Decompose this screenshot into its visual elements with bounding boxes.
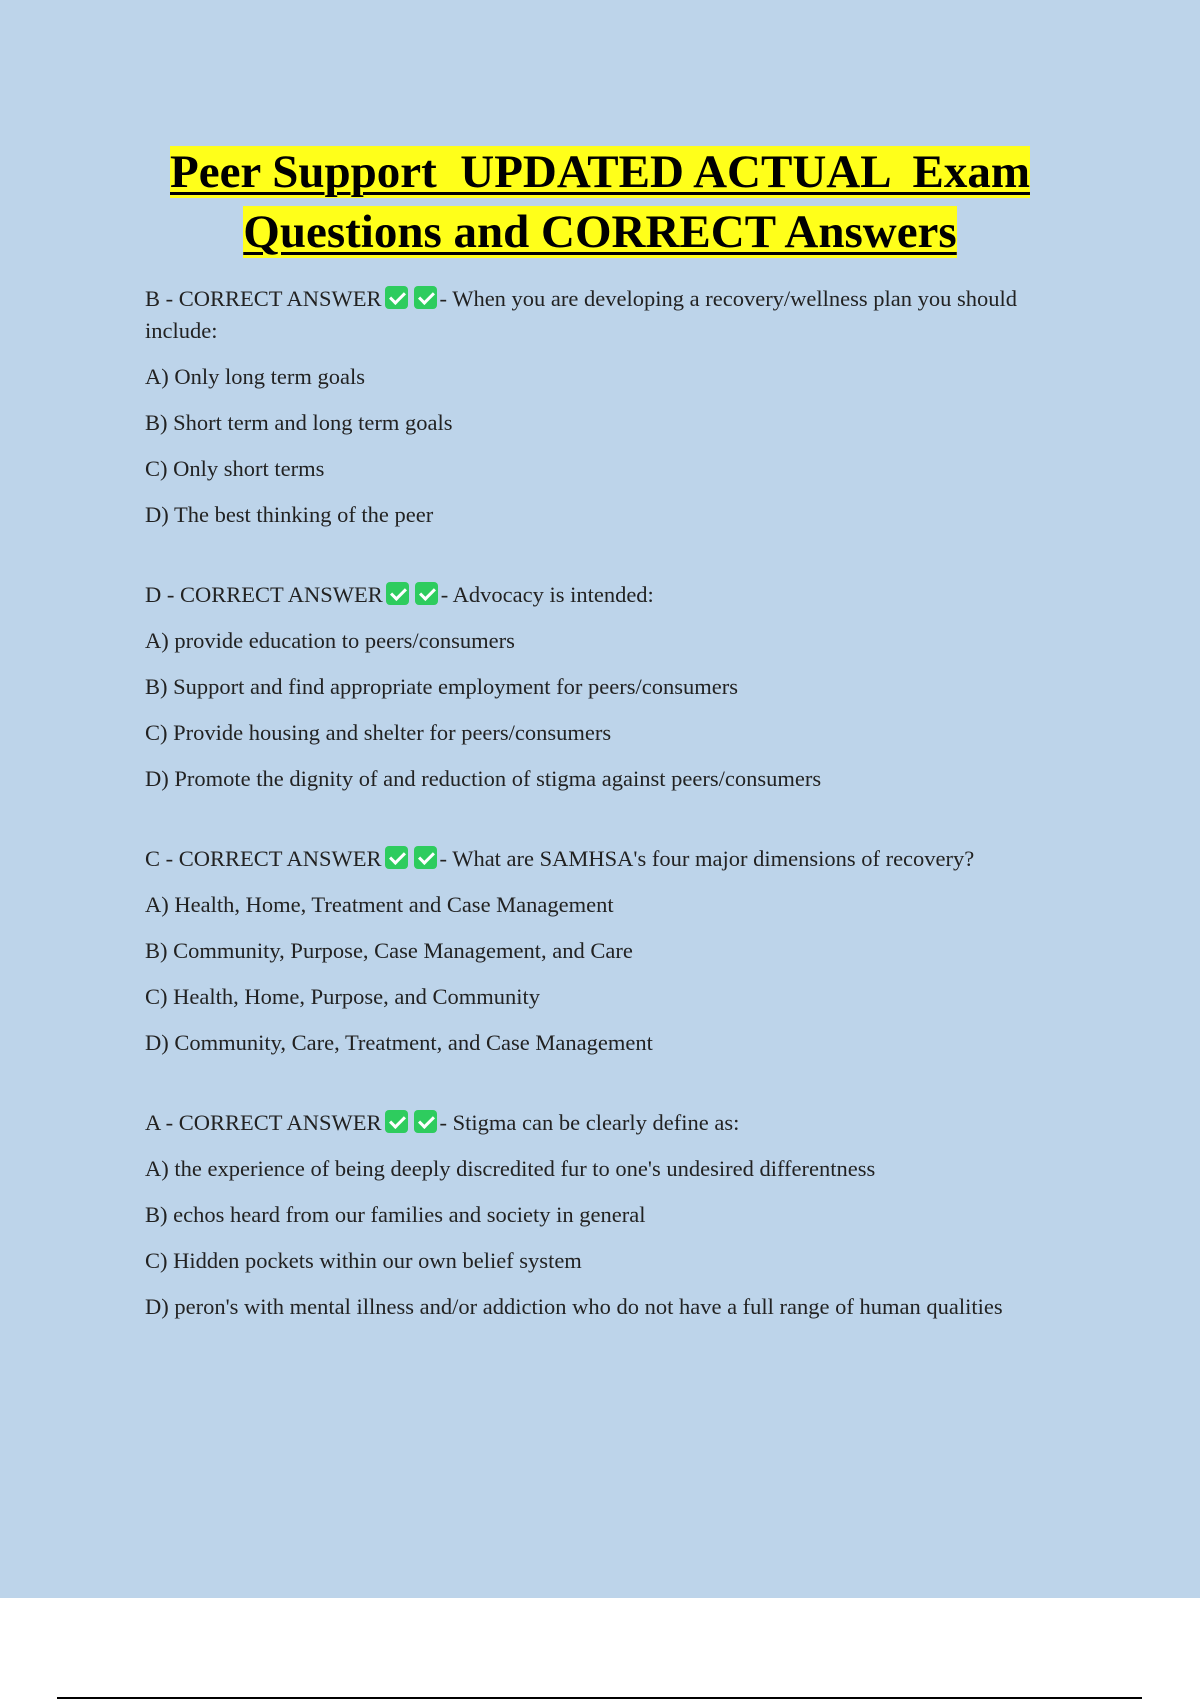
answer-option-a: A) the experience of being deeply discredited fur to one's undesired differentness	[145, 1156, 876, 1181]
question-item-3	[145, 843, 1075, 1059]
answer-option-d: D) The best thinking of the peer	[145, 502, 434, 527]
answer-option-d: D) peron's with mental illness and/or addiction who do not have a full range of human qualities	[145, 1294, 1003, 1319]
question-text: - What are SAMHSA's four major dimensions of recovery?	[439, 846, 975, 871]
answer-option-a: A) Only long term goals	[145, 364, 365, 389]
check-mark-icon	[414, 1110, 437, 1133]
check-mark-icon	[415, 582, 438, 605]
questions-list	[145, 283, 1075, 1371]
footer-divider	[57, 1697, 1142, 1699]
answer-option-b: B) Support and find appropriate employment for peers/consumers	[145, 674, 738, 699]
question-heading	[145, 1107, 1075, 1139]
answer-label: D - CORRECT ANSWER	[145, 582, 383, 607]
check-mark-icon	[386, 582, 409, 605]
check-mark-icon	[385, 846, 408, 869]
check-mark-icon	[414, 286, 437, 309]
title-line-1-text: Peer Support UPDATED ACTUAL Exam	[170, 146, 1030, 198]
question-text: - Stigma can be clearly define as:	[439, 1110, 740, 1135]
question-heading	[145, 843, 1075, 875]
question-item-2	[145, 579, 1075, 795]
question-text: - Advocacy is intended:	[440, 582, 654, 607]
answer-option-b: B) Short term and long term goals	[145, 410, 453, 435]
answer-option-b: B) Community, Purpose, Case Management, and Care	[145, 938, 633, 963]
answer-option-c: C) Only short terms	[145, 456, 325, 481]
answer-option-c: C) Health, Home, Purpose, and Community	[145, 984, 540, 1009]
title-line-2	[0, 202, 1200, 262]
answer-option-c: C) Hidden pockets within our own belief system	[145, 1248, 582, 1273]
title-line-2-text: Questions and CORRECT Answers	[243, 206, 957, 258]
question-heading	[145, 283, 1075, 347]
answer-option-a: A) Health, Home, Treatment and Case Management	[145, 892, 614, 917]
question-item-4	[145, 1107, 1075, 1323]
answer-option-a: A) provide education to peers/consumers	[145, 628, 515, 653]
question-text: - When you are developing a recovery/wellness plan you should include:	[145, 286, 1018, 343]
check-mark-icon	[385, 286, 408, 309]
answer-label: A - CORRECT ANSWER	[145, 1110, 382, 1135]
answer-label: C - CORRECT ANSWER	[145, 846, 382, 871]
document-title	[0, 142, 1200, 262]
check-mark-icon	[385, 1110, 408, 1133]
answer-option-d: D) Community, Care, Treatment, and Case Management	[145, 1030, 653, 1055]
question-heading	[145, 579, 1075, 611]
question-item-1	[145, 283, 1075, 531]
answer-label: B - CORRECT ANSWER	[145, 286, 382, 311]
answer-option-b: B) echos heard from our families and society in general	[145, 1202, 646, 1227]
check-mark-icon	[414, 846, 437, 869]
answer-option-c: C) Provide housing and shelter for peers/consumers	[145, 720, 612, 745]
title-line-1	[0, 142, 1200, 202]
answer-option-d: D) Promote the dignity of and reduction of stigma against peers/consumers	[145, 766, 822, 791]
